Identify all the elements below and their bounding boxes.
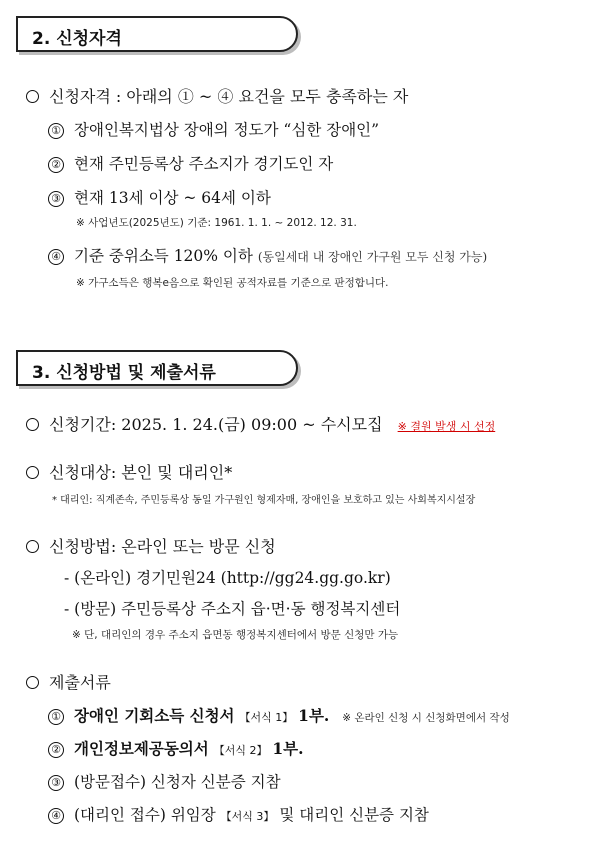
circled-number-icon: ④ (48, 249, 64, 265)
method-online: - (온라인) 경기민원24 (http://gg24.gg.go.kr) (64, 569, 391, 587)
eligibility-lead: 신청자격 : 아래의 ① ~ ④ 요건을 모두 충족하는 자 (26, 84, 408, 107)
circled-number-icon: ④ (48, 808, 64, 824)
income-note: ※ 가구소득은 행복e음으로 확인된 공적자료를 기준으로 판정합니다. (76, 277, 389, 289)
circle-bullet-icon (26, 540, 39, 553)
circle-bullet-icon (26, 90, 39, 103)
circle-bullet-icon (26, 418, 39, 431)
circle-bullet-icon (26, 466, 39, 479)
circled-number-icon: ② (48, 157, 64, 173)
circled-number-icon: ① (48, 709, 64, 725)
form-2-ref: 【서식 2】 (213, 744, 268, 757)
document-item-4: ④ (대리인 접수) 위임장 【서식 3】 및 대리인 신분증 지참 (48, 803, 429, 825)
document-item-3: ③ (방문접수) 신청자 신분증 지참 (48, 770, 281, 792)
eligibility-item-3: ③ 현재 13세 이상 ~ 64세 이하 (48, 186, 271, 208)
eligibility-item-2: ② 현재 주민등록상 주소지가 경기도인 자 (48, 152, 333, 174)
online-form-note: ※ 온라인 신청 시 신청화면에서 작성 (342, 712, 510, 724)
age-range-note: ※ 사업년도(2025년도) 기준: 1961. 1. 1. ~ 2012. 12. 31. (76, 217, 357, 229)
application-target: 신청대상: 본인 및 대리인* (26, 460, 232, 483)
application-method: 신청방법: 온라인 또는 방문 신청 (26, 534, 276, 557)
documents-heading: 제출서류 (26, 670, 111, 693)
circled-number-icon: ③ (48, 191, 64, 207)
form-1-ref: 【서식 1】 (239, 711, 294, 724)
section-3-heading (16, 350, 298, 386)
eligibility-item-1: ① 장애인복지법상 장애의 정도가 “심한 장애인” (48, 118, 379, 140)
section-2-title: 2. 신청자격 (32, 29, 122, 49)
circled-number-icon: ① (48, 123, 64, 139)
document-item-2: ② 개인정보제공동의서 【서식 2】 1부. (48, 737, 304, 759)
circled-number-icon: ② (48, 742, 64, 758)
section-3-title: 3. 신청방법 및 제출서류 (32, 363, 216, 383)
proxy-visit-note: ※ 단, 대리인의 경우 주소지 읍면동 행정복지센터에서 방문 신청만 가능 (72, 629, 399, 641)
form-3-ref: 【서식 3】 (220, 810, 275, 823)
eligibility-item-4-aside: (동일세대 내 장애인 가구원 모두 신청 가능) (257, 250, 488, 264)
circled-number-icon: ③ (48, 775, 64, 791)
document-item-1: ① 장애인 기회소득 신청서 【서식 1】 1부. ※ 온라인 신청 시 신청화면에서 작성 (48, 704, 510, 726)
application-period: 신청기간: 2025. 1. 24.(금) 09:00 ~ 수시모집 ※ 결원 발생 시 선정 (26, 412, 495, 435)
vacancy-note: ※ 결원 발생 시 선정 (397, 420, 496, 433)
method-visit: - (방문) 주민등록상 주소지 읍·면·동 행정복지센터 (64, 600, 401, 618)
proxy-definition-note: * 대리인: 직계존속, 주민등록상 동일 가구원인 형제자매, 장애인을 보호하고 있는 사회복지시설장 (52, 495, 476, 506)
eligibility-item-4: ④ 기준 중위소득 120% 이하 (동일세대 내 장애인 가구원 모두 신청 가능) (48, 244, 487, 266)
section-2-heading (16, 16, 298, 52)
circle-bullet-icon (26, 676, 39, 689)
